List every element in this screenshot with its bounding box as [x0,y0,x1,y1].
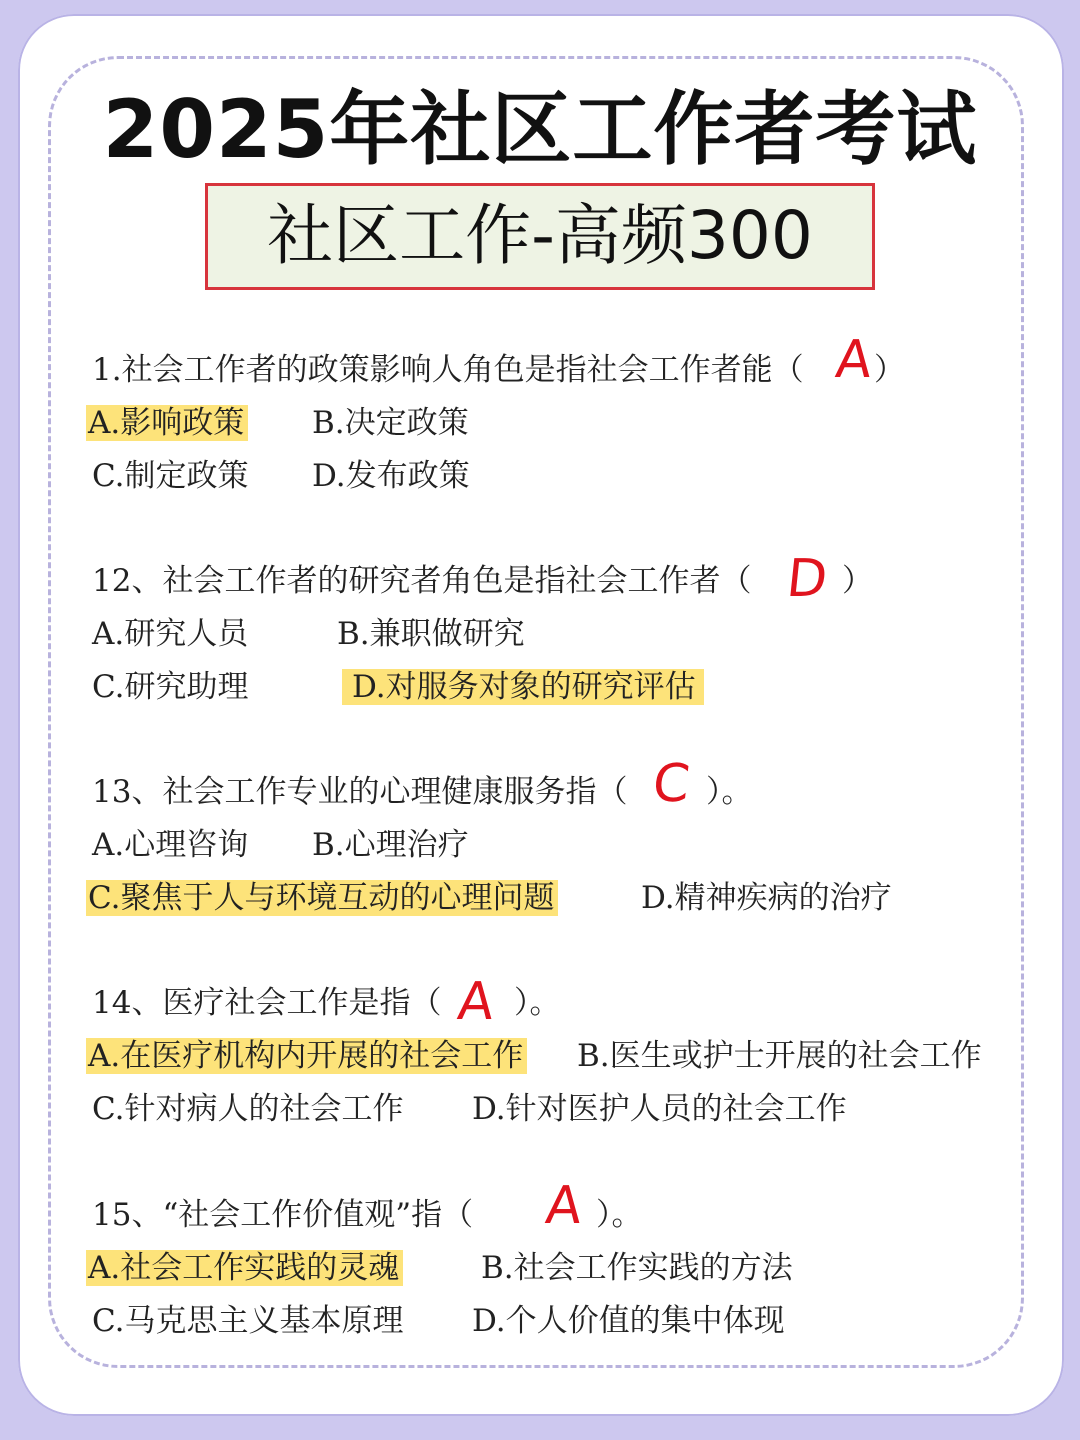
page-title: 2025年社区工作者考试 [102,83,978,176]
option-d: D.针对医护人员的社会工作 [472,1091,847,1127]
option-text: D.对服务对象的研究评估 [342,669,704,705]
option-text: A.影响政策 [86,405,248,441]
question-stem: 15、“社会工作价值观”指（ [92,1197,474,1233]
option-text: A.社会工作实践的灵魂 [86,1250,403,1286]
question-stem: 13、社会工作专业的心理健康服务指（ [92,774,628,810]
option-c: C.针对病人的社会工作 [92,1091,404,1127]
option-a: A.心理咨询 [92,827,249,863]
subtitle-banner: 社区工作-高频300 [205,183,875,290]
option-d: D.发布政策 [312,458,470,494]
option-b: B.社会工作实践的方法 [481,1250,793,1286]
option-a: A.研究人员 [92,616,249,652]
question-stem-close: ） [874,352,905,388]
question-stem-close: ）。 [596,1197,643,1233]
handwritten-answer: D [783,549,831,609]
option-d: D.精神疾病的治疗 [641,880,892,916]
option-c: C.研究助理 [92,669,249,705]
option-b: B.心理治疗 [312,827,469,863]
option-b: B.医生或护士开展的社会工作 [577,1038,982,1074]
handwritten-answer: A [454,972,497,1032]
handwritten-answer: A [542,1176,585,1236]
question-stem: 1.社会工作者的政策影响人角色是指社会工作者能（ [92,352,804,388]
question-stem-close: ）。 [706,774,753,810]
option-a [86,1034,527,1078]
option-a [86,401,248,445]
option-c: C.马克思主义基本原理 [92,1303,404,1339]
option-text: C.聚焦于人与环境互动的心理问题 [86,880,558,916]
option-c [86,876,558,920]
question-stem-close: ）。 [514,985,561,1021]
question-stem: 14、医疗社会工作是指（ [92,985,442,1021]
option-text: A.在医疗机构内开展的社会工作 [86,1038,527,1074]
option-d [342,665,704,709]
option-b: B.决定政策 [312,405,469,441]
option-d: D.个人价值的集中体现 [472,1303,785,1339]
question-stem-close: ） [842,563,873,599]
handwritten-answer: A [832,330,875,390]
handwritten-answer: C [649,754,693,814]
option-a [86,1246,403,1290]
option-c: C.制定政策 [92,458,249,494]
question-stem: 12、社会工作者的研究者角色是指社会工作者（ [92,563,752,599]
option-b: B.兼职做研究 [337,616,525,652]
